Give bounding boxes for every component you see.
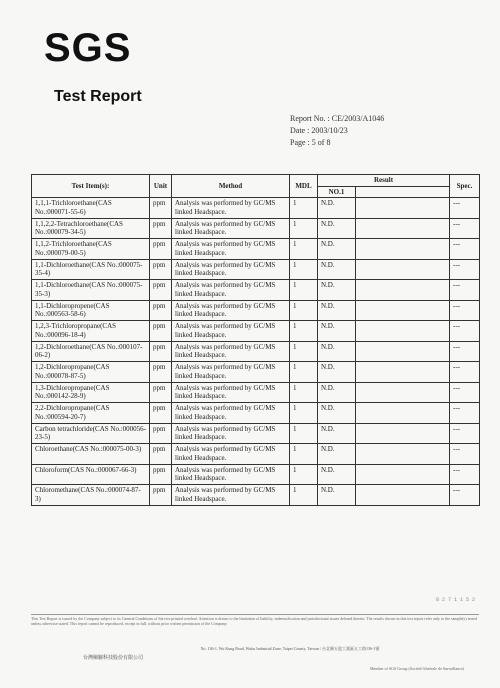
cell-unit: ppm [150, 464, 172, 485]
cell-unit: ppm [150, 259, 172, 280]
cell-mdl: 1 [290, 403, 318, 424]
cell-spec: --- [450, 198, 480, 219]
table-row [32, 444, 480, 465]
page-stamp: 8 2 7 1 1 5 2 [436, 597, 476, 603]
cell-unit: ppm [150, 198, 172, 219]
cell-mdl: 1 [290, 259, 318, 280]
table-row [32, 300, 480, 321]
cell-test-item: 1,2-Dichloroethane(CAS No.:000107-06-2) [32, 341, 150, 362]
cell-mdl: 1 [290, 218, 318, 239]
footer-company: 台灣檢驗科技股份有限公司 [83, 656, 144, 661]
cell-result-no1: N.D. [318, 321, 356, 342]
cell-unit: ppm [150, 280, 172, 301]
cell-unit: ppm [150, 382, 172, 403]
header-unit: Unit [150, 175, 172, 198]
cell-test-item: 1,1,2,2-Tetrachloroethane(CAS No.:000079-34-5) [32, 218, 150, 239]
table-row [32, 259, 480, 280]
cell-spec: --- [450, 485, 480, 506]
cell-method: Analysis was performed by GC/MS linked Headspace. [172, 362, 290, 383]
cell-mdl: 1 [290, 362, 318, 383]
cell-result-no1: N.D. [318, 300, 356, 321]
cell-unit: ppm [150, 341, 172, 362]
report-meta [290, 113, 384, 149]
cell-test-item: 1,2-Dichloropropane(CAS No.:000078-87-5) [32, 362, 150, 383]
cell-unit: ppm [150, 362, 172, 383]
cell-unit: ppm [150, 321, 172, 342]
cell-unit: ppm [150, 444, 172, 465]
header-result: Result [318, 175, 450, 187]
cell-empty [356, 300, 450, 321]
cell-mdl: 1 [290, 198, 318, 219]
table-row [32, 198, 480, 219]
cell-spec: --- [450, 444, 480, 465]
cell-method: Analysis was performed by GC/MS linked Headspace. [172, 341, 290, 362]
cell-mdl: 1 [290, 341, 318, 362]
cell-empty [356, 382, 450, 403]
cell-test-item: 1,1-Dichloroethane(CAS No.:000075-35-4) [32, 259, 150, 280]
cell-method: Analysis was performed by GC/MS linked Headspace. [172, 423, 290, 444]
cell-mdl: 1 [290, 464, 318, 485]
test-results-table [31, 174, 480, 506]
cell-spec: --- [450, 341, 480, 362]
cell-spec: --- [450, 321, 480, 342]
cell-mdl: 1 [290, 321, 318, 342]
footer-address: No. 136-1, Wu Kung Road, Wuku Industrial Zone, Taipei County, Taiwan / 台北縣五股工業區五工路136-1號 [200, 646, 380, 651]
cell-empty [356, 218, 450, 239]
cell-spec: --- [450, 382, 480, 403]
cell-mdl: 1 [290, 382, 318, 403]
table-row [32, 382, 480, 403]
cell-spec: --- [450, 239, 480, 260]
table-row [32, 280, 480, 301]
cell-method: Analysis was performed by GC/MS linked Headspace. [172, 321, 290, 342]
cell-test-item: Chloromethane(CAS No.:000074-87-3) [32, 485, 150, 506]
cell-result-no1: N.D. [318, 464, 356, 485]
cell-unit: ppm [150, 403, 172, 424]
table-row [32, 321, 480, 342]
header-method: Method [172, 175, 290, 198]
cell-empty [356, 464, 450, 485]
header-mdl: MDL [290, 175, 318, 198]
cell-result-no1: N.D. [318, 280, 356, 301]
cell-unit: ppm [150, 218, 172, 239]
cell-test-item: 1,1-Dichloropropene(CAS No.:000563-58-6) [32, 300, 150, 321]
cell-spec: --- [450, 403, 480, 424]
cell-result-no1: N.D. [318, 362, 356, 383]
table-row [32, 362, 480, 383]
footer-disclaimer: This Test Report is issued by the Company subject to its General Conditions of Service printed overleaf. Attention is drawn to the limitation of liability, indemnification and jurisdictional issues defined therein. The results shown in this test report refer only to the sample(s) tested unless otherwise stated. This report cannot be reproduced, except in full, without prior written permission of the Company. [31, 616, 477, 626]
cell-spec: --- [450, 300, 480, 321]
cell-unit: ppm [150, 300, 172, 321]
cell-unit: ppm [150, 485, 172, 506]
footer-member: Member of SGS Group (Société Générale de Surveillance) [370, 666, 465, 671]
sgs-logo: SGS [44, 26, 132, 70]
cell-result-no1: N.D. [318, 403, 356, 424]
table-row [32, 464, 480, 485]
table-row [32, 423, 480, 444]
cell-mdl: 1 [290, 444, 318, 465]
cell-empty [356, 341, 450, 362]
cell-unit: ppm [150, 239, 172, 260]
cell-empty [356, 198, 450, 219]
cell-test-item: Carbon tetrachloride(CAS No.:000056-23-5) [32, 423, 150, 444]
cell-empty [356, 423, 450, 444]
cell-test-item: 1,2,3-Trichloropropane(CAS No.:000096-18-4) [32, 321, 150, 342]
cell-result-no1: N.D. [318, 341, 356, 362]
cell-empty [356, 280, 450, 301]
cell-spec: --- [450, 464, 480, 485]
cell-method: Analysis was performed by GC/MS linked Headspace. [172, 198, 290, 219]
cell-method: Analysis was performed by GC/MS linked Headspace. [172, 464, 290, 485]
cell-result-no1: N.D. [318, 423, 356, 444]
cell-method: Analysis was performed by GC/MS linked Headspace. [172, 300, 290, 321]
report-date: Date : 2003/10/23 [290, 126, 348, 135]
cell-result-no1: N.D. [318, 239, 356, 260]
page-title: Test Report [54, 88, 142, 105]
cell-result-no1: N.D. [318, 485, 356, 506]
header-test-item: Test Item(s): [32, 175, 150, 198]
table-row [32, 239, 480, 260]
cell-method: Analysis was performed by GC/MS linked Headspace. [172, 382, 290, 403]
table-body [32, 198, 480, 506]
header-spec: Spec. [450, 175, 480, 198]
cell-mdl: 1 [290, 485, 318, 506]
cell-spec: --- [450, 218, 480, 239]
cell-test-item: 1,1,2-Trichloroethane(CAS No.:000079-00-5) [32, 239, 150, 260]
cell-method: Analysis was performed by GC/MS linked Headspace. [172, 403, 290, 424]
cell-test-item: Chloroethane(CAS No.:000075-00-3) [32, 444, 150, 465]
cell-method: Analysis was performed by GC/MS linked Headspace. [172, 259, 290, 280]
cell-test-item: 1,3-Dichloropropane(CAS No.:000142-28-9) [32, 382, 150, 403]
cell-unit: ppm [150, 423, 172, 444]
table-row [32, 403, 480, 424]
header-no1: NO.1 [318, 186, 356, 198]
cell-mdl: 1 [290, 300, 318, 321]
cell-empty [356, 259, 450, 280]
table-row [32, 341, 480, 362]
cell-spec: --- [450, 280, 480, 301]
cell-result-no1: N.D. [318, 259, 356, 280]
cell-spec: --- [450, 423, 480, 444]
table-row [32, 485, 480, 506]
cell-method: Analysis was performed by GC/MS linked Headspace. [172, 218, 290, 239]
cell-spec: --- [450, 259, 480, 280]
cell-method: Analysis was performed by GC/MS linked Headspace. [172, 444, 290, 465]
cell-test-item: Chloroform(CAS No.:000067-66-3) [32, 464, 150, 485]
cell-result-no1: N.D. [318, 444, 356, 465]
cell-mdl: 1 [290, 423, 318, 444]
cell-result-no1: N.D. [318, 218, 356, 239]
cell-empty [356, 403, 450, 424]
cell-empty [356, 444, 450, 465]
cell-empty [356, 321, 450, 342]
report-number: Report No. : CE/2003/A1046 [290, 114, 385, 123]
table-row [32, 218, 480, 239]
cell-result-no1: N.D. [318, 382, 356, 403]
cell-method: Analysis was performed by GC/MS linked Headspace. [172, 485, 290, 506]
cell-result-no1: N.D. [318, 198, 356, 219]
cell-empty [356, 362, 450, 383]
cell-empty [356, 485, 450, 506]
cell-test-item: 1,1-Dichloroethane(CAS No.:000075-35-3) [32, 280, 150, 301]
cell-method: Analysis was performed by GC/MS linked Headspace. [172, 280, 290, 301]
cell-spec: --- [450, 362, 480, 383]
cell-test-item: 2,2-Dichloropropane(CAS No.:000594-20-7) [32, 403, 150, 424]
footer-divider [31, 614, 479, 615]
page-number: Page : 5 of 8 [290, 138, 331, 147]
cell-method: Analysis was performed by GC/MS linked Headspace. [172, 239, 290, 260]
cell-test-item: 1,1,1-Trichloroethane(CAS No.:000071-55-6) [32, 198, 150, 219]
cell-mdl: 1 [290, 280, 318, 301]
cell-empty [356, 239, 450, 260]
header-blank [356, 186, 450, 198]
cell-mdl: 1 [290, 239, 318, 260]
